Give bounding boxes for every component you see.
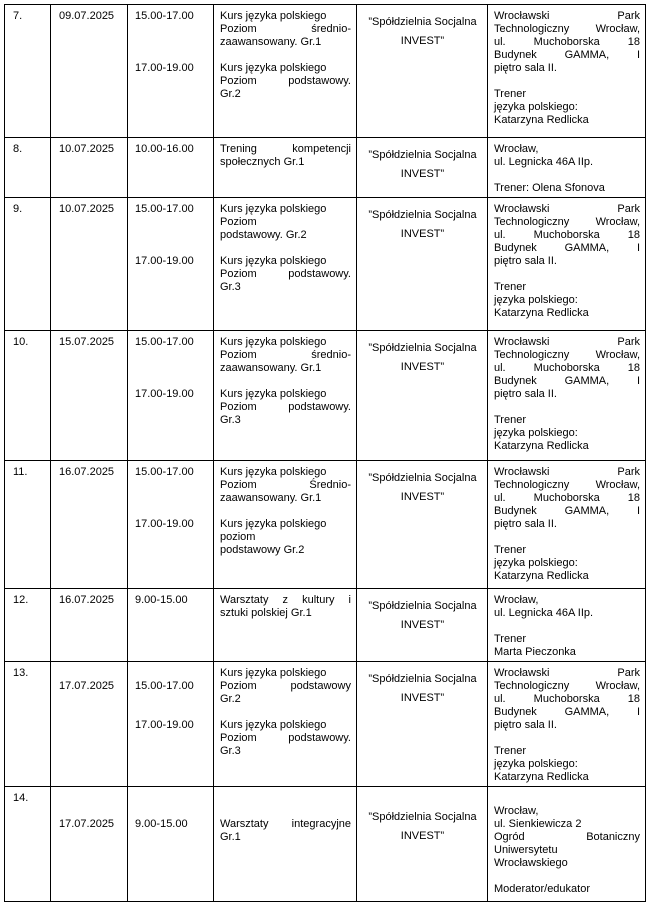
location-cell (488, 5, 646, 138)
activity-line: zaawansowany. Gr.1 (220, 36, 322, 48)
activity-description (220, 203, 351, 242)
activity-cell (214, 331, 357, 461)
location-line: Technologiczny Wrocław, (494, 680, 640, 692)
activity-line: poziom (220, 531, 256, 543)
location-cell (488, 461, 646, 589)
location-address (494, 667, 640, 732)
contact-line: Katarzyna Redlicka (494, 771, 589, 783)
activity-line: Warsztaty z kultury i (220, 594, 351, 606)
table-row (5, 5, 646, 138)
contact-block (494, 414, 640, 453)
location-line: Wrocław, (494, 143, 539, 155)
location-line: ul. Legnicka 46A IIp. (494, 156, 594, 168)
location-line: ul. Muchoborska 18 (494, 362, 640, 374)
date-cell (51, 198, 128, 331)
organizer-name: ”Spółdzielnia Socjalna INVEST” (368, 16, 477, 47)
time-cell (128, 662, 214, 787)
organizer-cell (357, 787, 488, 902)
date-cell (51, 331, 128, 461)
activity-line: zaawansowany. Gr.1 (220, 492, 322, 504)
activity-description (220, 336, 351, 375)
location-line: Budynek GAMMA, I (494, 375, 640, 387)
activity-line: Kurs języka polskiego (220, 719, 327, 731)
activity-description (220, 10, 351, 49)
table-row (5, 331, 646, 461)
activity-line: Warsztaty integracyjne (220, 818, 351, 830)
contact-line: języka polskiego: (494, 758, 578, 770)
row-number: 13. (13, 667, 29, 679)
contact-line: Trener (494, 745, 526, 757)
organizer-cell (357, 331, 488, 461)
location-address (494, 466, 640, 531)
activity-description (220, 719, 351, 758)
row-number-cell (5, 331, 51, 461)
contact-line: Trener (494, 88, 526, 100)
activity-line: Kurs języka polskiego (220, 388, 327, 400)
location-line: Technologiczny Wrocław, (494, 479, 640, 491)
contact-line: języka polskiego: (494, 294, 578, 306)
location-line: Wrocław, (494, 594, 539, 606)
location-address (494, 805, 640, 870)
organizer-name: ”Spółdzielnia Socjalna INVEST” (368, 472, 477, 503)
activity-description (220, 667, 351, 706)
location-line: ul. Muchoborska 18 (494, 693, 640, 705)
activity-cell (214, 138, 357, 198)
row-number: 12. (13, 594, 29, 606)
activity-description (220, 466, 351, 505)
contact-line: języka polskiego: (494, 101, 578, 113)
organizer-name: ”Spółdzielnia Socjalna INVEST” (368, 149, 477, 180)
contact-line: języka polskiego: (494, 427, 578, 439)
location-address (494, 203, 640, 268)
activity-line: Poziom średnio- (220, 349, 351, 361)
time-range: 15.00-17.00 (135, 680, 194, 692)
activity-line: zaawansowany. Gr.1 (220, 362, 322, 374)
activity-cell (214, 589, 357, 662)
location-line: Wrocławski Park (494, 10, 640, 22)
location-cell (488, 198, 646, 331)
location-line: Uniwersytetu (494, 844, 558, 856)
date-value: 16.07.2025 (59, 466, 115, 478)
activity-line: Gr.3 (220, 745, 241, 757)
date-cell (51, 461, 128, 589)
table-row (5, 662, 646, 787)
row-number-cell (5, 787, 51, 902)
time-range: 17.00-19.00 (135, 255, 194, 267)
time-cell (128, 5, 214, 138)
location-line: Wrocławski Park (494, 466, 640, 478)
location-line: Budynek GAMMA, I (494, 706, 640, 718)
date-cell (51, 662, 128, 787)
activity-description (220, 255, 351, 294)
date-value: 10.07.2025 (59, 143, 115, 155)
location-line: piętro sala II. (494, 518, 557, 530)
location-line: Wrocław, (494, 805, 539, 817)
row-number: 14. (13, 792, 29, 804)
contact-line: Trener (494, 544, 526, 556)
location-line: Ogród Botaniczny (494, 831, 640, 843)
location-line: ul. Sienkiewicza 2 (494, 818, 582, 830)
activity-description (220, 594, 351, 620)
activity-line: Poziom średnio- (220, 23, 351, 35)
activity-line: Kurs języka polskiego (220, 203, 327, 215)
row-number-cell (5, 589, 51, 662)
activity-cell (214, 198, 357, 331)
date-value: 09.07.2025 (59, 10, 115, 22)
location-cell (488, 589, 646, 662)
activity-line: Kurs języka polskiego (220, 255, 327, 267)
contact-line: Trener (494, 414, 526, 426)
activity-line: Kurs języka polskiego (220, 10, 327, 22)
organizer-name: ”Spółdzielnia Socjalna INVEST” (368, 811, 477, 842)
row-number: 9. (13, 203, 23, 215)
time-range: 15.00-17.00 (135, 10, 194, 22)
activity-line: Gr.3 (220, 414, 241, 426)
activity-cell (214, 461, 357, 589)
time-range: 17.00-19.00 (135, 719, 194, 731)
organizer-name: ”Spółdzielnia Socjalna INVEST” (368, 673, 477, 704)
row-number: 10. (13, 336, 29, 348)
location-line: piętro sala II. (494, 62, 557, 74)
organizer-cell (357, 461, 488, 589)
time-range: 15.00-17.00 (135, 203, 194, 215)
location-line: Budynek GAMMA, I (494, 49, 640, 61)
time-cell (128, 138, 214, 198)
organizer-cell (357, 589, 488, 662)
contact-line: Katarzyna Redlicka (494, 114, 589, 126)
activity-line: Gr.2 (220, 693, 241, 705)
contact-line: Trener (494, 281, 526, 293)
location-address (494, 10, 640, 75)
date-cell (51, 138, 128, 198)
location-address (494, 336, 640, 401)
location-line: piętro sala II. (494, 255, 557, 267)
contact-block (494, 88, 640, 127)
activity-line: Kurs języka polskiego (220, 336, 327, 348)
activity-description (220, 388, 351, 427)
location-line: Wrocławski Park (494, 336, 640, 348)
activity-line: Poziom Średnio- (220, 479, 351, 491)
row-number-cell (5, 461, 51, 589)
location-address (494, 143, 640, 169)
activity-line: Trening kompetencji (220, 143, 351, 155)
time-cell (128, 787, 214, 902)
activity-description (220, 62, 351, 101)
organizer-cell (357, 662, 488, 787)
activity-line: podstawowy. Gr.2 (220, 229, 307, 241)
location-line: Technologiczny Wrocław, (494, 216, 640, 228)
date-value: 17.07.2025 (59, 680, 115, 692)
activity-line: Gr.1 (220, 831, 241, 843)
date-cell (51, 589, 128, 662)
date-value: 15.07.2025 (59, 336, 115, 348)
time-range: 15.00-17.00 (135, 466, 194, 478)
row-number-cell (5, 662, 51, 787)
time-cell (128, 331, 214, 461)
contact-block (494, 745, 640, 784)
contact-block (494, 883, 640, 896)
time-range: 9.00-15.00 (135, 818, 188, 830)
contact-line: języka polskiego: (494, 557, 578, 569)
contact-line: Trener (494, 633, 526, 645)
location-line: Technologiczny Wrocław, (494, 23, 640, 35)
time-range: 17.00-19.00 (135, 518, 194, 530)
time-range: 10.00-16.00 (135, 143, 194, 155)
table-row (5, 138, 646, 198)
location-line: ul. Muchoborska 18 (494, 36, 640, 48)
activity-line: Poziom podstawowy. (220, 268, 351, 280)
activity-line: Poziom (220, 216, 257, 228)
activity-line: Kurs języka polskiego (220, 62, 327, 74)
activity-description (220, 518, 351, 557)
organizer-name: ”Spółdzielnia Socjalna INVEST” (368, 209, 477, 240)
activity-line: Poziom podstawowy. (220, 732, 351, 744)
activity-line: sztuki polskiej Gr.1 (220, 607, 312, 619)
row-number-cell (5, 198, 51, 331)
schedule-table (4, 4, 646, 902)
activity-cell (214, 5, 357, 138)
location-line: Technologiczny Wrocław, (494, 349, 640, 361)
activity-line: Poziom podstawowy. (220, 401, 351, 413)
table-row (5, 787, 646, 902)
table-row (5, 589, 646, 662)
contact-block (494, 544, 640, 583)
activity-description (220, 143, 351, 169)
activity-cell (214, 787, 357, 902)
time-cell (128, 589, 214, 662)
contact-line: Marta Pieczonka (494, 646, 576, 658)
date-value: 10.07.2025 (59, 203, 115, 215)
location-line: ul. Muchoborska 18 (494, 229, 640, 241)
contact-line: Katarzyna Redlicka (494, 440, 589, 452)
row-number: 7. (13, 10, 23, 22)
activity-line: społecznych Gr.1 (220, 156, 305, 168)
location-cell (488, 331, 646, 461)
organizer-cell (357, 138, 488, 198)
activity-line: Poziom podstawowy. (220, 75, 351, 87)
location-line: Budynek GAMMA, I (494, 505, 640, 517)
location-line: ul. Legnicka 46A IIp. (494, 607, 594, 619)
contact-line: Katarzyna Redlicka (494, 307, 589, 319)
activity-cell (214, 662, 357, 787)
time-range: 17.00-19.00 (135, 388, 194, 400)
activity-line: Kurs języka polskiego (220, 518, 327, 530)
organizer-cell (357, 198, 488, 331)
location-cell (488, 138, 646, 198)
organizer-cell (357, 5, 488, 138)
activity-line: podstawowy Gr.2 (220, 544, 305, 556)
contact-block (494, 281, 640, 320)
time-range: 9.00-15.00 (135, 594, 188, 606)
contact-line: Katarzyna Redlicka (494, 570, 589, 582)
organizer-name: ”Spółdzielnia Socjalna INVEST” (368, 600, 477, 631)
location-line: piętro sala II. (494, 388, 557, 400)
location-cell (488, 662, 646, 787)
location-line: piętro sala II. (494, 719, 557, 731)
row-number-cell (5, 5, 51, 138)
time-cell (128, 198, 214, 331)
location-line: Wrocławski Park (494, 203, 640, 215)
activity-line: Gr.2 (220, 88, 241, 100)
contact-line: Trener: Olena Sfonova (494, 182, 605, 194)
time-range: 17.00-19.00 (135, 62, 194, 74)
table-row (5, 461, 646, 589)
row-number: 11. (13, 466, 28, 478)
location-cell (488, 787, 646, 902)
contact-block (494, 182, 640, 195)
activity-description (220, 818, 351, 844)
activity-line: Kurs języka polskiego (220, 466, 327, 478)
date-value: 17.07.2025 (59, 818, 115, 830)
activity-line: Poziom podstawowy (220, 680, 351, 692)
location-line: Budynek GAMMA, I (494, 242, 640, 254)
row-number: 8. (13, 143, 23, 155)
activity-line: Gr.3 (220, 281, 241, 293)
time-cell (128, 461, 214, 589)
contact-line: Moderator/edukator (494, 883, 590, 895)
table-row (5, 198, 646, 331)
date-cell (51, 5, 128, 138)
page (0, 4, 649, 895)
location-line: Wrocławskiego (494, 857, 568, 869)
row-number-cell (5, 138, 51, 198)
location-line: ul. Muchoborska 18 (494, 492, 640, 504)
location-address (494, 594, 640, 620)
time-range: 15.00-17.00 (135, 336, 194, 348)
schedule-table-body (5, 5, 646, 902)
location-line: Wrocławski Park (494, 667, 640, 679)
date-value: 16.07.2025 (59, 594, 115, 606)
contact-block (494, 633, 640, 659)
organizer-name: ”Spółdzielnia Socjalna INVEST” (368, 342, 477, 373)
date-cell (51, 787, 128, 902)
activity-line: Kurs języka polskiego (220, 667, 327, 679)
